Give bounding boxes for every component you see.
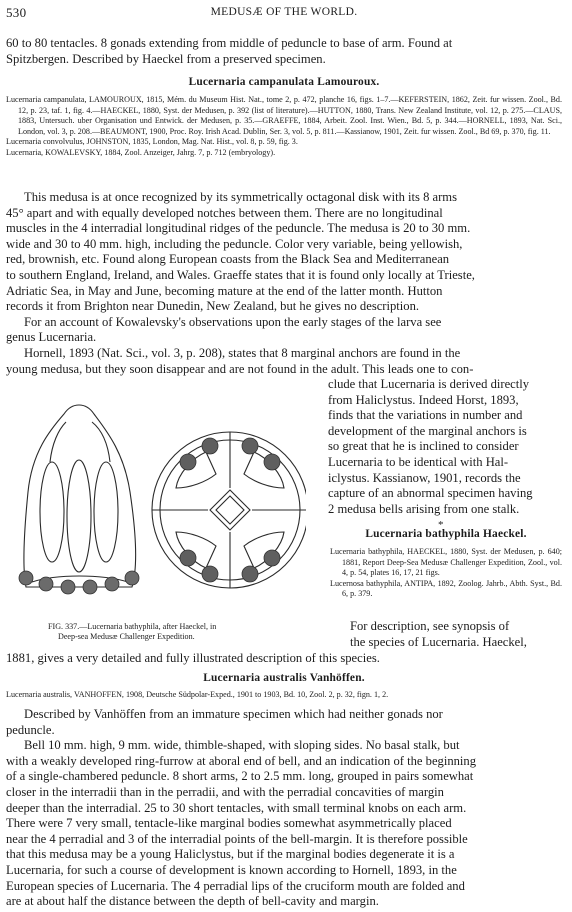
caption-line: FIG. 337.—Lucernaria bathyphila, after Haeckel, in (48, 622, 217, 631)
text-line: There were 7 very small, tentacle-like marginal bodies somewhat asymmetrically placed (6, 816, 452, 831)
running-title: MEDUSÆ OF THE WORLD. (210, 6, 358, 18)
text-line: Bell 10 mm. high, 9 mm. wide, thimble-shaped, with sloping sides. No basal stalk, but (24, 738, 460, 753)
text-line: Hornell, 1893 (Nat. Sci., vol. 3, p. 208), states that 8 marginal anchors are found in the (24, 345, 461, 360)
running-head (6, 5, 562, 21)
references-campanulata (6, 95, 562, 159)
text-line: Spitzbergen. Described by Haeckel from a preserved specimen. (6, 51, 326, 66)
references-australis (6, 690, 562, 701)
text-line: 60 to 80 tentacles. 8 gonads extending from middle of peduncle to base of arm. Found at (6, 36, 453, 50)
page-number: 530 (6, 5, 27, 20)
asterisk-mark: * (438, 519, 444, 531)
text-line: For description, see synopsis of (350, 619, 510, 633)
text-line: This medusa is at once recognized by its symmetrically octagonal disk with its 8 arms (24, 190, 457, 204)
text-line: young medusa, but they soon disappear and are not found in the adult. This leads one to con- (6, 361, 474, 376)
text-line: 2 medusa bells arising from one stalk. (328, 501, 520, 516)
text-line: iclystus. Kassianow, 1901, records the (328, 470, 521, 485)
paragraph-campanulata-description (6, 190, 562, 377)
text-line: records it from Brighton near Dunedin, New Zealand, but he gives no description. (6, 299, 420, 314)
text-line: so great that he is inclined to consider (328, 439, 519, 454)
text-line: closer in the interradii than in the perradii, and with the perradial concavities of margin (6, 784, 444, 799)
text-line: Adriatic Sea, in May and June, becoming mature at the end of the latter month. Hutton (6, 283, 443, 298)
paragraph-bathyphila-wrap (350, 619, 562, 650)
text-line: 1881, gives a very detailed and fully illustrated description of this species. (6, 651, 380, 665)
figure-337 (6, 392, 306, 597)
text-line: clude that Lucernaria is derived directly (328, 377, 530, 391)
paragraph-bathyphila-full (6, 651, 562, 667)
text-line: Lucernaria to be identical with Hal- (328, 454, 509, 469)
text-line: peduncle. (6, 722, 55, 737)
text-line: development of the marginal anchors is (328, 423, 527, 438)
references-bathyphila (330, 547, 562, 600)
text-line: wide and 30 to 40 mm. high, including the peduncle. Color very variable, being yellowish, (6, 236, 463, 251)
caption-line: Deep-sea Medusæ Challenger Expedition. (58, 632, 195, 642)
section-heading-campanulata: Lucernaria campanulata Lamouroux. (188, 76, 380, 88)
section-heading-bathyphila: Lucernaria bathyphila Haeckel. (365, 528, 527, 540)
reference-entry: Lucernosa bathyphila, ANTIPA, 1892, Zoolog. Jahrb., Abth. Syst., Bd. 6, p. 379. (330, 578, 562, 599)
text-line: European species of Lucernaria. The 4 perradial lips of the cruciform mouth are folded and (6, 878, 465, 893)
text-line: finds that the variations in number and (328, 408, 523, 423)
reference-entry: Lucernaria, KOWALEVSKY, 1884, Zool. Anzeiger, Jahrg. 7, p. 712 (embryology). (6, 147, 276, 157)
text-line: Described by Vanhöffen from an immature specimen which had neither gonads nor (24, 707, 443, 721)
text-line: 45° apart and with equally developed notches between them. There are no longitudinal (6, 205, 443, 220)
text-line: genus Lucernaria. (6, 330, 97, 345)
text-line: the species of Lucernaria. Haeckel, (350, 634, 527, 649)
text-line: red, brownish, etc. Found along European coasts from the Black Sea and Mediterranean (6, 252, 450, 267)
reference-entry: Lucernaria campanulata, LAMOUROUX, 1815, Mém. du Museum Hist. Nat., tome 2, p. 472, planche 16, figs. 1–7.—KEFERSTEIN, 1862, Zeit. fur wissen. Zool., Bd. 12, p. 23, taf. 1, fig. 4.—HAECKEL, 1880, Syst. der Medusen, p. 392 (list of literature).—HUTTON, 1880, Trans. New Zealand Institute, vol. 12, p. 275.—CLAUS, 1883, Untersuch. uber Organisation und Entwick. der Medusen, p. 35.—GRAEFFE, 1884, Arbeit. Zool. Inst. Wien., Bd. 5, p. 344.—HORNELL, 1893, Nat. Sci., London, vol. 3, p. 208.—BEAUMONT, 1900, Proc. Roy. Irish Acad. Dublin, Ser. 3, vol. 5, p. 811.—Kassianow, 1901, Zeit. fur wissen. Zool., Bd 69, p. 370, fig. 11. (6, 95, 562, 136)
figure-caption (48, 622, 284, 643)
text-line: to southern England, Ireland, and Wales. Graeffe states that it is found only locally at Trieste, (6, 267, 475, 282)
text-line: For an account of Kowalevsky's observations upon the early stages of the larva see (24, 314, 442, 329)
text-line: from Haliclystus. Indeed Horst, 1893, (328, 392, 519, 407)
reference-entry: Lucernaria convolvulus, JOHNSTON, 1835, London, Mag. Nat. Hist., vol. 8, p. 59, fig. 3. (6, 137, 298, 147)
medusa-illustration (6, 392, 306, 597)
text-line: Lucernaria, for such a course of development is known according to Hornell, 1893, in the (6, 862, 457, 877)
paragraph-australis-description (6, 707, 562, 910)
text-line: capture of an abnormal specimen having (328, 486, 533, 501)
paragraph-wrap-beside-figure (328, 377, 562, 517)
section-heading-australis: Lucernaria australis Vanhöffen. (203, 672, 365, 684)
text-line: of a single-chambered peduncle. 8 short arms, 2 to 2.5 mm. long, grouped in pairs somewhat (6, 769, 474, 784)
text-line: with a weakly developed ring-furrow at aboral end of bell, and an indication of the beginning (6, 753, 477, 768)
text-line: near the 4 perradial and 3 of the interradial points of the bell-margin. It is therefore possible (6, 831, 468, 846)
reference-entry: Lucernaria australis, VANHOFFEN, 1908, Deutsche Südpolar-Exped., 1901 to 1903, Bd. 10, Zool. 2, p. 32, fign. 1, 2. (6, 690, 389, 699)
text-line: are at about half the distance between the depth of bell-cavity and margin. (6, 894, 379, 909)
text-line: deeper than the interradial. 25 to 30 short tentacles, with small terminal knobs on each arm. (6, 800, 467, 815)
reference-entry: Lucernaria bathyphila, HAECKEL, 1880, Syst. der Medusen, p. 640; 1881, Report Deep-Sea Medusæ Challenger Expedition, Zool., vol. 4, p. 54, plates 16, 17, 21 figs. (330, 547, 562, 578)
text-line: muscles in the 4 interradial longitudinal ridges of the peduncle. The medusa is 20 to 30 mm. (6, 221, 471, 236)
intro-paragraph (6, 36, 562, 67)
text-line: that this medusa may be a young Haliclystus, but if the marginal bodies degenerate it is a (6, 847, 455, 862)
